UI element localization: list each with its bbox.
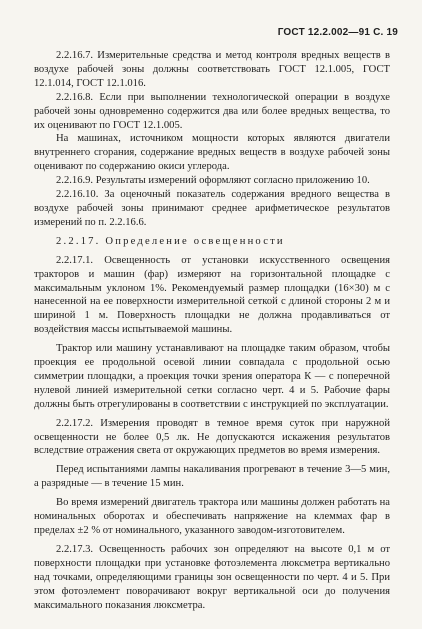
paragraph-2-2-16-9: 2.2.16.9. Результаты измерений оформляют согласно приложению 10. xyxy=(56,175,370,187)
paragraph-2-2-17-1: 2.2.17.1. Освещенность от установки искусственного освещения тракторов и машин (фар) измеряют на горизонтальной площадке с максимальным уклоном 1%. Рекомендуемый размер площадки (16×30) м с нанесенной на ее поверхности измерительной сеткой с длиной стороны 2 м и шириной 1 м. Поверхность площадки не должна продавливаться от воздействия массы испытываемой машины. xyxy=(34,254,390,336)
paragraph-2-2-17-3: 2.2.17.3. Освещенность рабочих зон определяют на высоте 0,1 м от поверхности площадки при установке фотоэлемента люксметра вертикально над точками, определяющими границы зон освещенности по черт. 4 и 5. При этом фотоэлемент поворачивают вокруг вертикальной оси до получения максимального показания люксметра. xyxy=(34,543,390,611)
paragraph-2-2-16-7: 2.2.16.7. Измерительные средства и метод контроля вредных веществ в воздухе рабочей зоны должны соответствовать ГОСТ 12.1.005, ГОСТ 12.1.014, ГОСТ 12.1.016. xyxy=(34,50,390,89)
document-body xyxy=(34,49,390,612)
page-header: ГОСТ 12.2.002—91 С. 19 xyxy=(277,27,398,38)
paragraph-2-2-16-10: 2.2.16.10. За оценочный показатель содержания вредного вещества в воздухе рабочей зоны принимают среднее арифметическое результатов измерений по п. 2.2.16.6. xyxy=(34,189,390,228)
paragraph-2-2-16-8: 2.2.16.8. Если при выполнении технологической операции в воздухе рабочей зоны одновременно содержится два или более вредных вещества, то их оценивают по ГОСТ 12.1.005. xyxy=(34,91,390,131)
paragraph-tractor-placement: Трактор или машину устанавливают на площадке таким образом, чтобы проекция ее продольной осевой линии совпадала с продольной осью симметрии площадки, а проекция точки зрения оператора К — с поперечной нулевой линией измерительной сетки согласно черт. 4 и 5. Рабочие фары должны быть отрегулированы в соответствии с инструкцией по эксплуатации. xyxy=(34,343,390,410)
paragraph-engine-operation: Во время измерений двигатель трактора или машины должен работать на номинальных оборотах и обеспечивать напряжение на клеммах фар в пределах ±2 % от номинального, указанного заводом-изготовителем. xyxy=(34,497,390,536)
section-heading-2-2-17: 2.2.17. Определение освещенности xyxy=(56,235,285,247)
paragraph-combustion-engines: На машинах, источником мощности которых являются двигатели внутреннего сгорания, содержание вредных веществ в воздухе рабочей зоны оценивают по содержанию окиси углерода. xyxy=(34,133,390,173)
paragraph-lamp-warmup: Перед испытаниями лампы накаливания прогревают в течение 3—5 мин, а разрядные — в течение 15 мин. xyxy=(34,464,390,490)
paragraph-2-2-17-2: 2.2.17.2. Измерения проводят в темное время суток при наружной освещенности не более 0,5 лк. Не допускаются искажения результатов вследствие отражения света от окружающих предметов во время измерения. xyxy=(34,417,390,457)
